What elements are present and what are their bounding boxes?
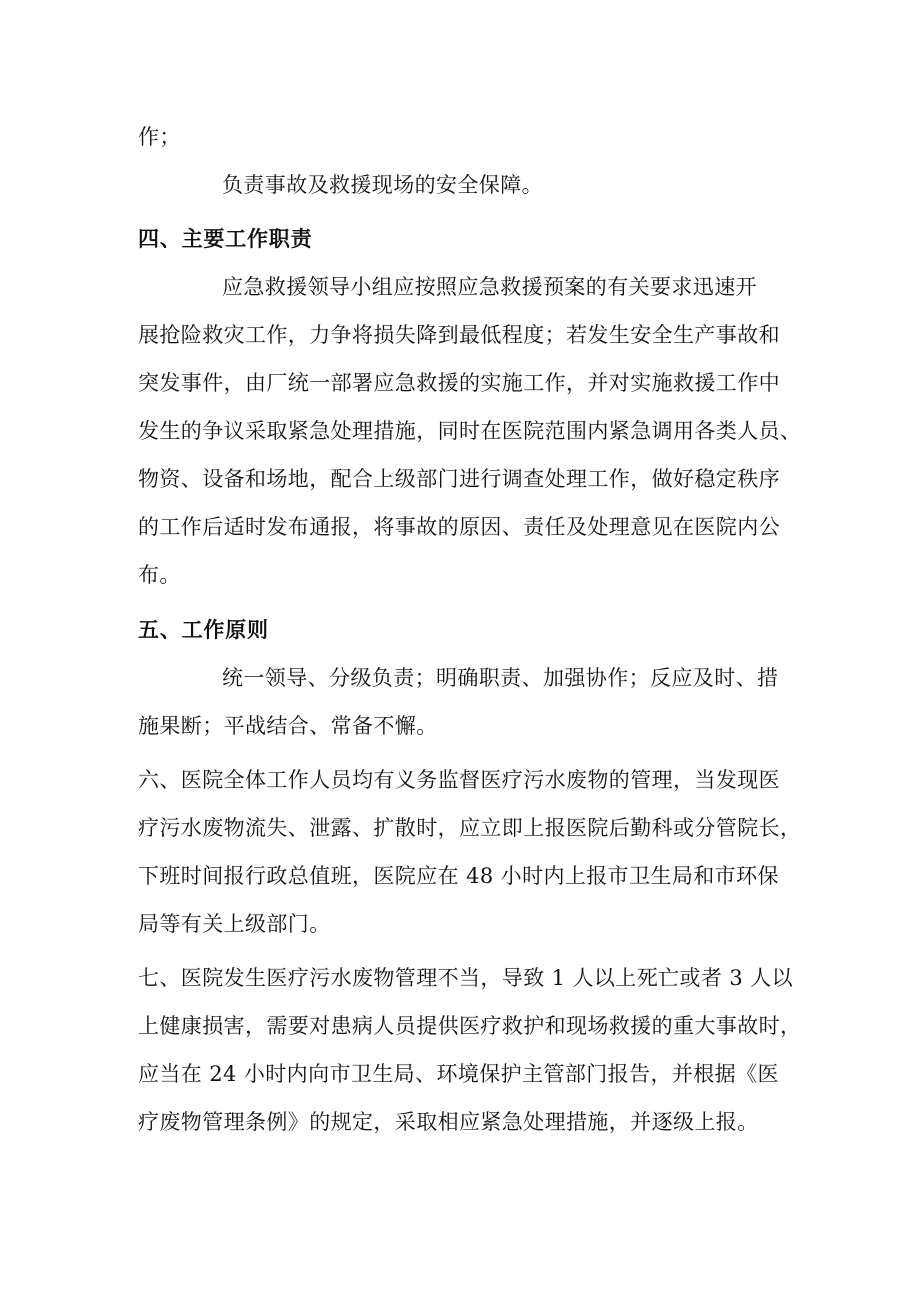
paragraph-line: 发生的争议采取紧急处理措施，同时在医院范围内紧急调用各类人员、	[138, 419, 802, 443]
section-heading-4: 四、主要工作职责	[138, 227, 313, 251]
paragraph-line: 六、医院全体工作人员均有义务监督医疗污水废物的管理，当发现医	[138, 768, 780, 792]
paragraph-line: 应当在 24 小时内向市卫生局、环境保护主管部门报告，并根据《医	[138, 1062, 779, 1086]
paragraph-line: 物资、设备和场地，配合上级部门进行调查处理工作，做好稳定秩序	[138, 467, 780, 491]
paragraph-line: 应急救援领导小组应按照应急救援预案的有关要求迅速开	[222, 275, 757, 299]
paragraph-line: 上健康损害，需要对患病人员提供医疗救护和现场救援的重大事故时，	[138, 1014, 802, 1038]
paragraph-line: 施果断；平战结合、常备不懈。	[138, 714, 438, 738]
paragraph-line: 展抢险救灾工作，力争将损失降到最低程度；若发生安全生产事故和	[138, 323, 780, 347]
paragraph-line: 局等有关上级部门。	[138, 912, 331, 936]
paragraph-line: 布。	[138, 563, 181, 587]
paragraph-line: 疗污水废物流失、泄露、扩散时，应立即上报医院后勤科或分管院长，	[138, 816, 802, 840]
paragraph-line: 统一领导、分级负责；明确职责、加强协作；反应及时、措	[222, 666, 779, 690]
paragraph-line: 的工作后适时发布通报，将事故的原因、责任及处理意见在医院内公	[138, 515, 780, 539]
paragraph-line: 疗废物管理条例》的规定，采取相应紧急处理措施，并逐级上报。	[138, 1110, 759, 1134]
paragraph-line: 突发事件，由厂统一部署应急救援的实施工作，并对实施救援工作中	[138, 371, 780, 395]
section-heading-5: 五、工作原则	[138, 618, 269, 642]
paragraph-line: 下班时间报行政总值班，医院应在 48 小时内上报市卫生局和市环保	[138, 864, 779, 888]
paragraph-line: 七、医院发生医疗污水废物管理不当，导致 1 人以上死亡或者 3 人以	[138, 966, 794, 990]
continuation-line: 作；	[138, 125, 181, 149]
continuation-line: 负责事故及救援现场的安全保障。	[222, 173, 543, 197]
